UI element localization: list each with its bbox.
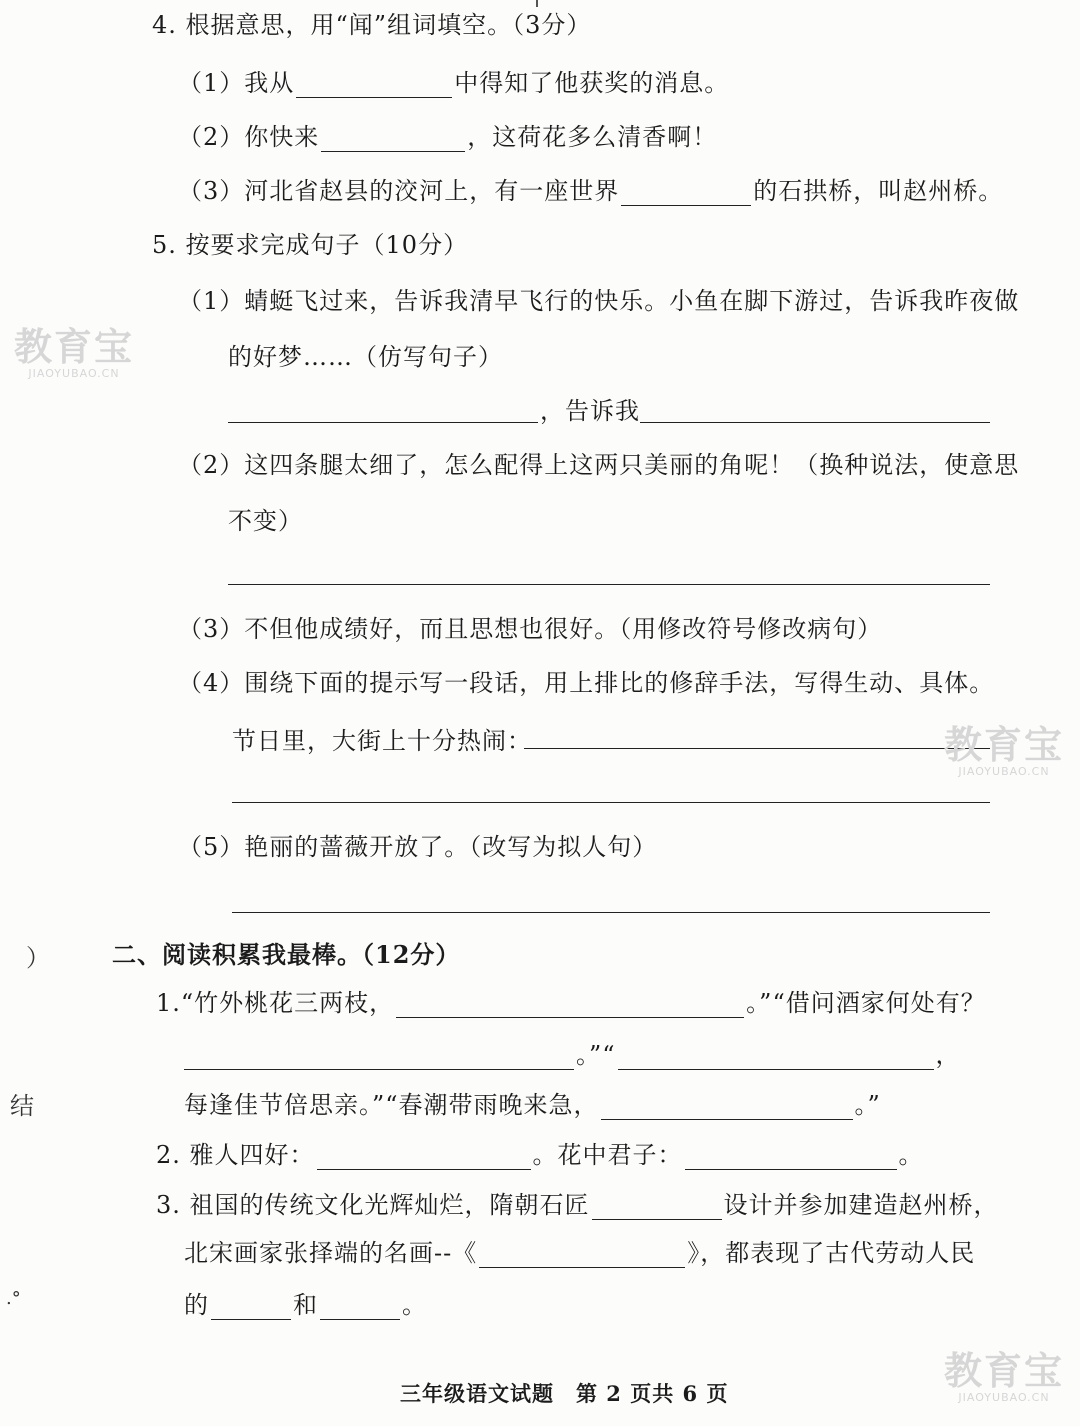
q4-item-3 [178, 176, 1003, 206]
watermark-text-cn: 教育宝 [14, 325, 135, 369]
q4-item-2-text-a: （2）你快来 [178, 123, 320, 151]
sec2-q3-text-a: 3. 祖国的传统文化光辉灿烂，隋朝石匠 [156, 1191, 590, 1219]
q5-item-3: （3）不但他成绩好，而且思想也很好。（用修改符号修改病句） [178, 615, 883, 643]
watermark-text-en: JIAOYUBAO.CN [958, 765, 1050, 778]
q4-item-1 [178, 68, 729, 98]
q5-item-2-answer-line[interactable] [228, 584, 990, 585]
sec2-q1-line-1 [156, 988, 986, 1018]
sec2-q3-line-3 [184, 1290, 427, 1320]
q5-item-5-answer-line[interactable] [232, 912, 990, 913]
q4-item-3-blank[interactable] [621, 181, 751, 206]
watermark-logo [944, 723, 1065, 778]
q5-item-4-blank-b[interactable] [232, 802, 990, 803]
q5-item-4-line-2: 节日里，大街上十分热闹： [232, 727, 532, 755]
q4-item-2-text-b: ，这荷花多么清香啊！ [467, 123, 718, 151]
sec2-q1-text-d: ， [935, 1041, 961, 1069]
q5-item-4-line-1: （4）围绕下面的提示写一段话，用上排比的修辞手法，写得生动、具体。 [178, 669, 995, 697]
sec2-q3-text-c: 北宋画家张择端的名画--《 [184, 1239, 478, 1267]
sec2-q3-text-g: 。 [402, 1291, 427, 1319]
sec2-q3-blank-1[interactable] [592, 1195, 722, 1220]
q4-title: 4. 根据意思，用“闻”组词填空。（3分） [152, 11, 592, 39]
sec2-q3-text-f: 和 [293, 1291, 318, 1319]
sec2-q1-line-2 [182, 1040, 961, 1070]
watermark-text-en: JIAOYUBAO.CN [958, 1391, 1050, 1404]
sec2-q1-line-3 [184, 1090, 881, 1120]
sec2-q1-blank-2[interactable] [184, 1045, 574, 1070]
sec2-q1-text-f: 。” [854, 1091, 881, 1119]
sec2-q1-text-e: 每逢佳节倍思亲。”“春潮带雨晚来急， [184, 1091, 599, 1119]
watermark-text-en: JIAOYUBAO.CN [28, 367, 120, 380]
sec2-q3-text-b: 设计并参加建造赵州桥， [723, 1191, 999, 1219]
q5-item-4-blank-a[interactable] [524, 748, 990, 749]
sec2-q3-text-d: 》，都表现了古代劳动人民 [687, 1239, 976, 1267]
sec2-q2 [156, 1140, 924, 1170]
q5-item-1-blank-b[interactable] [640, 422, 990, 423]
margin-paren: ） [26, 944, 50, 972]
q4-item-3-text-b: 的石拱桥，叫赵州桥。 [753, 177, 1004, 205]
sec2-q1-text-c: 。”“ [576, 1041, 616, 1069]
section-2-title: 二、阅读积累我最棒。（12分） [112, 940, 461, 969]
q5-item-1-line-1: （1）蜻蜓飞过来，告诉我清早飞行的快乐。小鱼在脚下游过，告诉我昨夜做 [178, 287, 1020, 315]
q4-item-2 [178, 122, 717, 152]
sec2-q2-blank-1[interactable] [317, 1145, 531, 1170]
watermark-text-cn: 教育宝 [944, 723, 1065, 767]
sec2-q1-text-b: 。”“借问酒家何处有？ [746, 989, 986, 1017]
margin-dot: .° [6, 1288, 21, 1309]
q4-item-3-text-a: （3）河北省赵县的洨河上，有一座世界 [178, 177, 620, 205]
q5-item-1-line-2: 的好梦……（仿写句子） [228, 343, 503, 371]
q4-item-1-text-a: （1）我从 [178, 69, 295, 97]
margin-char: 结 [10, 1092, 34, 1120]
page-footer: 三年级语文试题 第 2 页共 6 页 [400, 1381, 729, 1406]
q5-item-1-blank-a[interactable] [228, 422, 538, 423]
top-mark [536, 0, 538, 7]
sec2-q2-blank-2[interactable] [685, 1145, 897, 1170]
sec2-q2-text-b: 。花中君子： [532, 1141, 683, 1169]
q4-item-1-text-b: 中得知了他获奖的消息。 [454, 69, 730, 97]
sec2-q1-blank-3[interactable] [618, 1045, 934, 1070]
watermark-text-cn: 教育宝 [944, 1349, 1065, 1393]
sec2-q3-blank-3[interactable] [211, 1295, 291, 1320]
sec2-q3-text-e: 的 [184, 1291, 209, 1319]
q5-item-1-tell: ，告诉我 [540, 397, 640, 425]
sec2-q3-line-1 [156, 1190, 999, 1220]
q5-item-2-line-1: （2）这四条腿太细了，怎么配得上这两只美丽的角呢！（换种说法，使意思 [178, 451, 1020, 479]
sec2-q2-text-a: 2. 雅人四好： [156, 1141, 315, 1169]
sec2-q3-blank-4[interactable] [320, 1295, 400, 1320]
q5-item-5: （5）艳丽的蔷薇开放了。（改写为拟人句） [178, 833, 658, 861]
sec2-q1-blank-1[interactable] [396, 993, 744, 1018]
sec2-q1-blank-4[interactable] [601, 1095, 853, 1120]
sec2-q3-line-2 [184, 1238, 975, 1268]
q5-title: 5. 按要求完成句子（10分） [152, 231, 469, 259]
q5-item-2-line-2: 不变） [228, 507, 303, 535]
sec2-q2-text-c: 。 [898, 1141, 924, 1169]
q4-item-2-blank[interactable] [321, 127, 465, 152]
sec2-q3-blank-2[interactable] [479, 1243, 685, 1268]
watermark-logo [14, 325, 135, 380]
watermark-logo [944, 1349, 1065, 1404]
sec2-q1-text-a: 1.“竹外桃花三两枝， [156, 989, 395, 1017]
q4-item-1-blank[interactable] [296, 73, 452, 98]
